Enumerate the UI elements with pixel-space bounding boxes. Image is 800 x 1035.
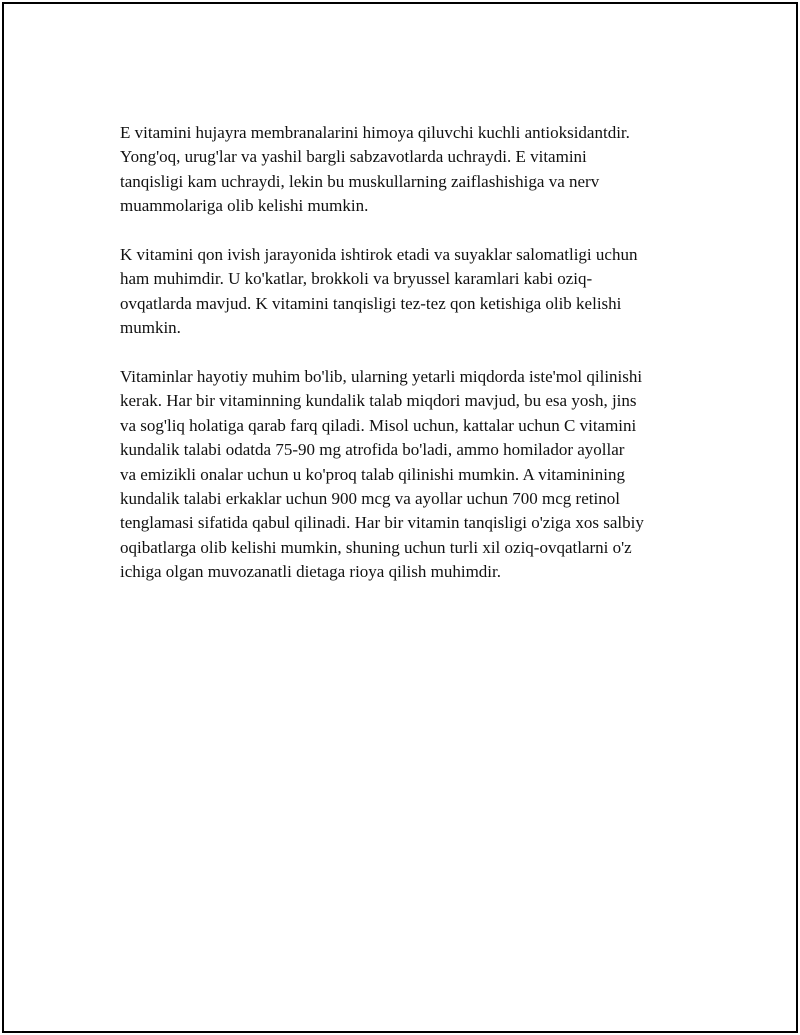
paragraph-vitamins-general: Vitaminlar hayotiy muhim bo'lib, ularning yetarli miqdorda iste'mol qilinishi kerak. Har bir vitaminning kundalik talab miqdori mavjud, bu esa yosh, jins va sog'liq holatiga qarab farq qiladi. Misol uchun, kattalar uchun C vitamini kundalik talabi odatda 75-90 mg atrofida bo'ladi, ammo homilador ayollar va emizikli onalar uchun u ko'proq talab qilinishi mumkin. A vitaminining kundalik talabi erkaklar uchun 900 mcg va ayollar uchun 700 mcg retinol tenglamasi sifatida qabul qilinadi. Har bir vitamin tanqisligi o'ziga xos salbiy oqibatlarga olib kelishi mumkin, shuning uchun turli xil oziq-ovqatlarni o'z ichiga olgan muvozanatli dietaga rioya qilish muhimdir.: [120, 367, 644, 582]
paragraph-vitamin-k: K vitamini qon ivish jarayonida ishtirok etadi va suyaklar salomatligi uchun ham muhimdir. U ko'katlar, brokkoli va bryussel karamlari kabi oziq- ovqatlarda mavjud. K vitamini tanqisligi tez-tez qon ketishiga olib kelishi mumkin.: [120, 245, 638, 338]
document-body: [120, 121, 702, 609]
page-border: [2, 2, 798, 1033]
paragraph-vitamin-e: E vitamini hujayra membranalarini himoya qiluvchi kuchli antioksidantdir. Yong'oq, urug'lar va yashil bargli sabzavotlarda uchraydi. E vitamini tanqisligi kam uchraydi, lekin bu muskullarning zaiflashishiga va nerv muammolariga olib kelishi mumkin.: [120, 123, 630, 216]
